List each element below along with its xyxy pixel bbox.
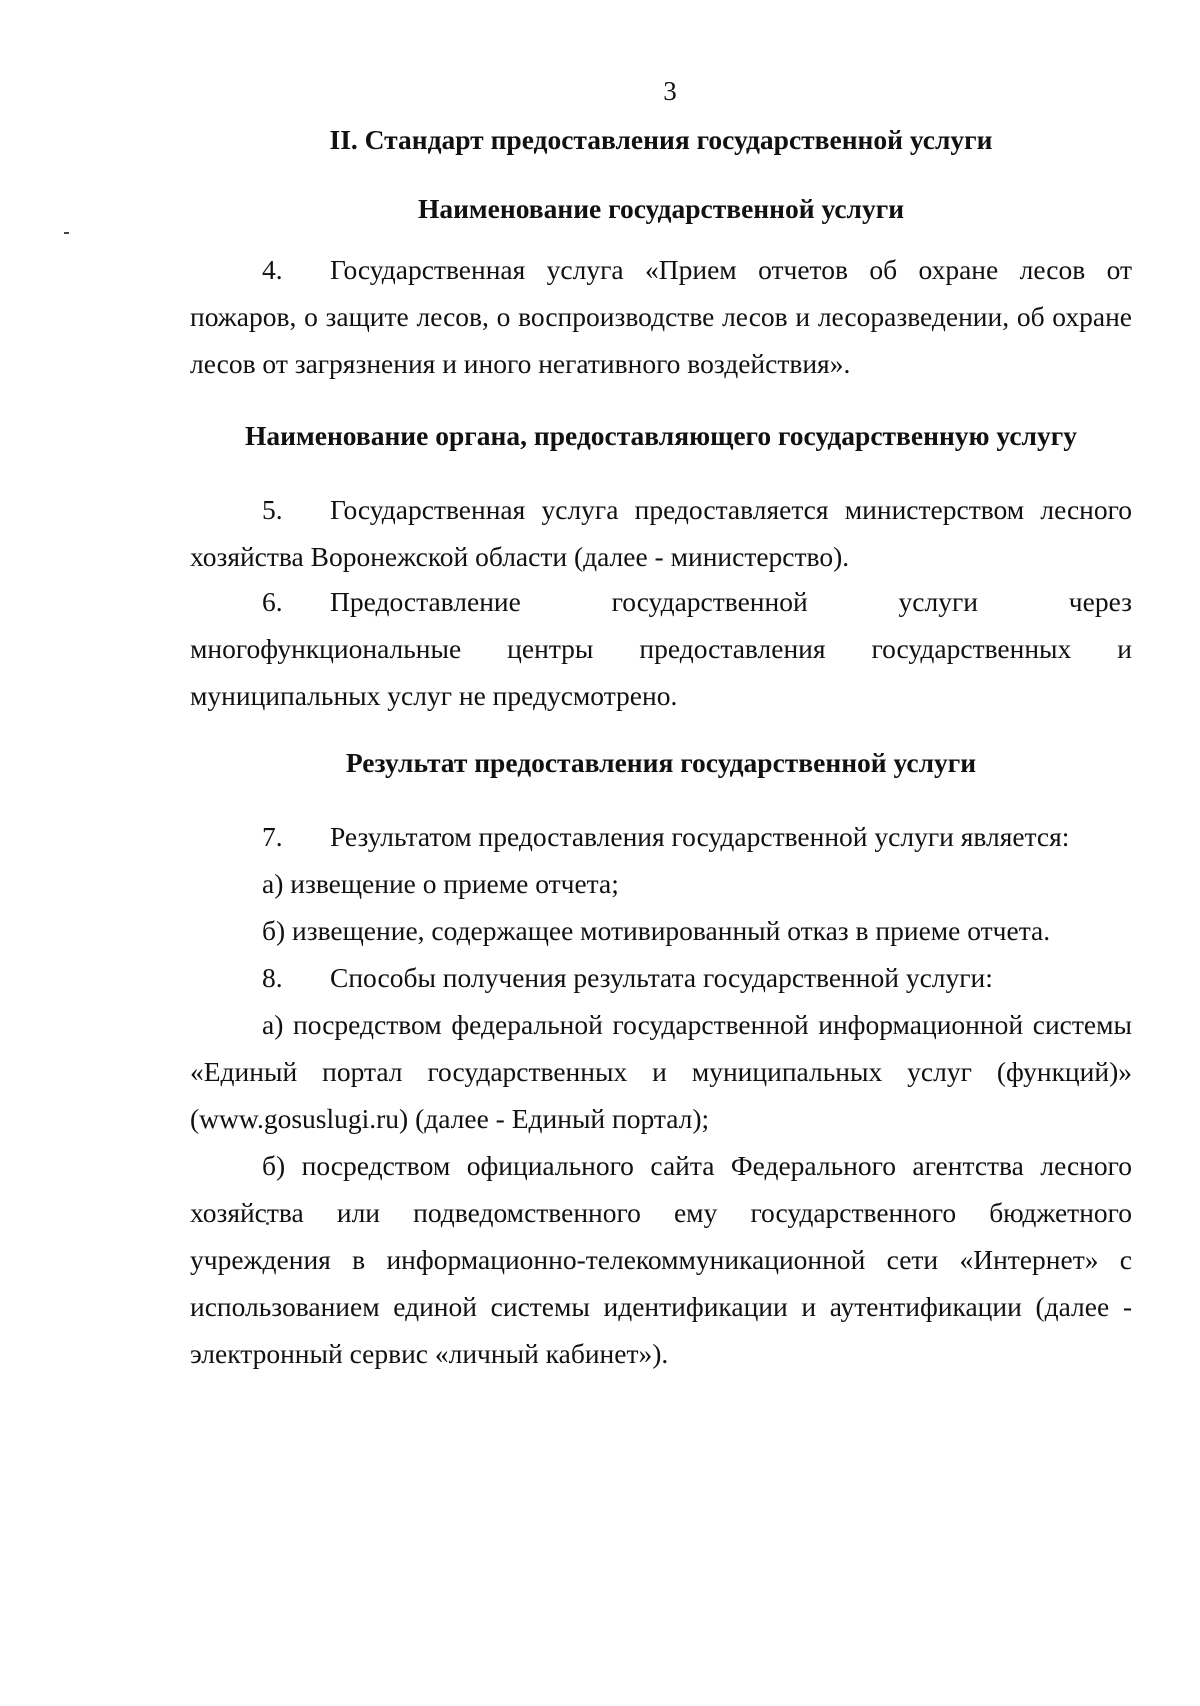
paragraph-5 [190,486,1132,580]
paragraph-text: Государственная услуга «Прием отчетов об охране лесов от пожаров, о защите лесов, о воспроизводстве лесов и лесоразведении, об охране лесов от загрязнения и иного негативного воздействия». [190,254,1132,379]
list-item-8a: а) посредством федеральной государственной информационной системы «Единый портал государственных и муниципальных услуг (функций)» (www.gosuslugi.ru) (далее - Единый портал); [190,1009,1132,1134]
paragraph-text: Государственная услуга предоставляется министерством лесного хозяйства Воронежской области (далее - министерство). [190,494,1132,572]
heading-body-name: Наименование органа, предоставляющего государственную услугу [245,420,1077,451]
paragraph-number: 5. [262,494,283,525]
list-item-8b: б) посредством официального сайта Федерального агентства лесного хозяйства или подведомственного ему государственного бюджетного учреждения в информационно-телекоммуникационной сети «Интернет» с использованием единой системы идентификации и аутентификации (далее - электронный сервис «личный кабинет»). [190,1150,1132,1369]
heading-service-name: Наименование государственной услуги [417,193,905,224]
paragraph-text: Результатом предоставления государственной услуги является: [330,821,1070,852]
scan-artifact-mark [64,232,69,234]
paragraph-8 [190,954,1132,1377]
heading-result: Результат предоставления государственной услуги [345,747,977,778]
paragraph-text: Предоставление государственной услуги через многофункциональные центры предоставления государственных и муниципальных услуг не предусмотрено. [190,586,1132,711]
paragraph-number: 8. [262,962,283,993]
paragraph-text: Способы получения результата государственной услуги: [330,962,993,993]
paragraph-number: 7. [262,821,283,852]
paragraph-4 [190,246,1132,387]
paragraph-7 [190,813,1132,954]
paragraph-number: 4. [262,254,283,285]
list-item-7b: б) извещение, содержащее мотивированный отказ в приеме отчета. [262,915,1051,946]
paragraph-number: 6. [262,586,283,617]
list-item-7a: а) извещение о приеме отчета; [262,868,619,899]
paragraph-6 [190,578,1132,719]
section-title: II. Стандарт предоставления государственной услуги [329,124,993,155]
page-number: 3 [663,76,677,106]
